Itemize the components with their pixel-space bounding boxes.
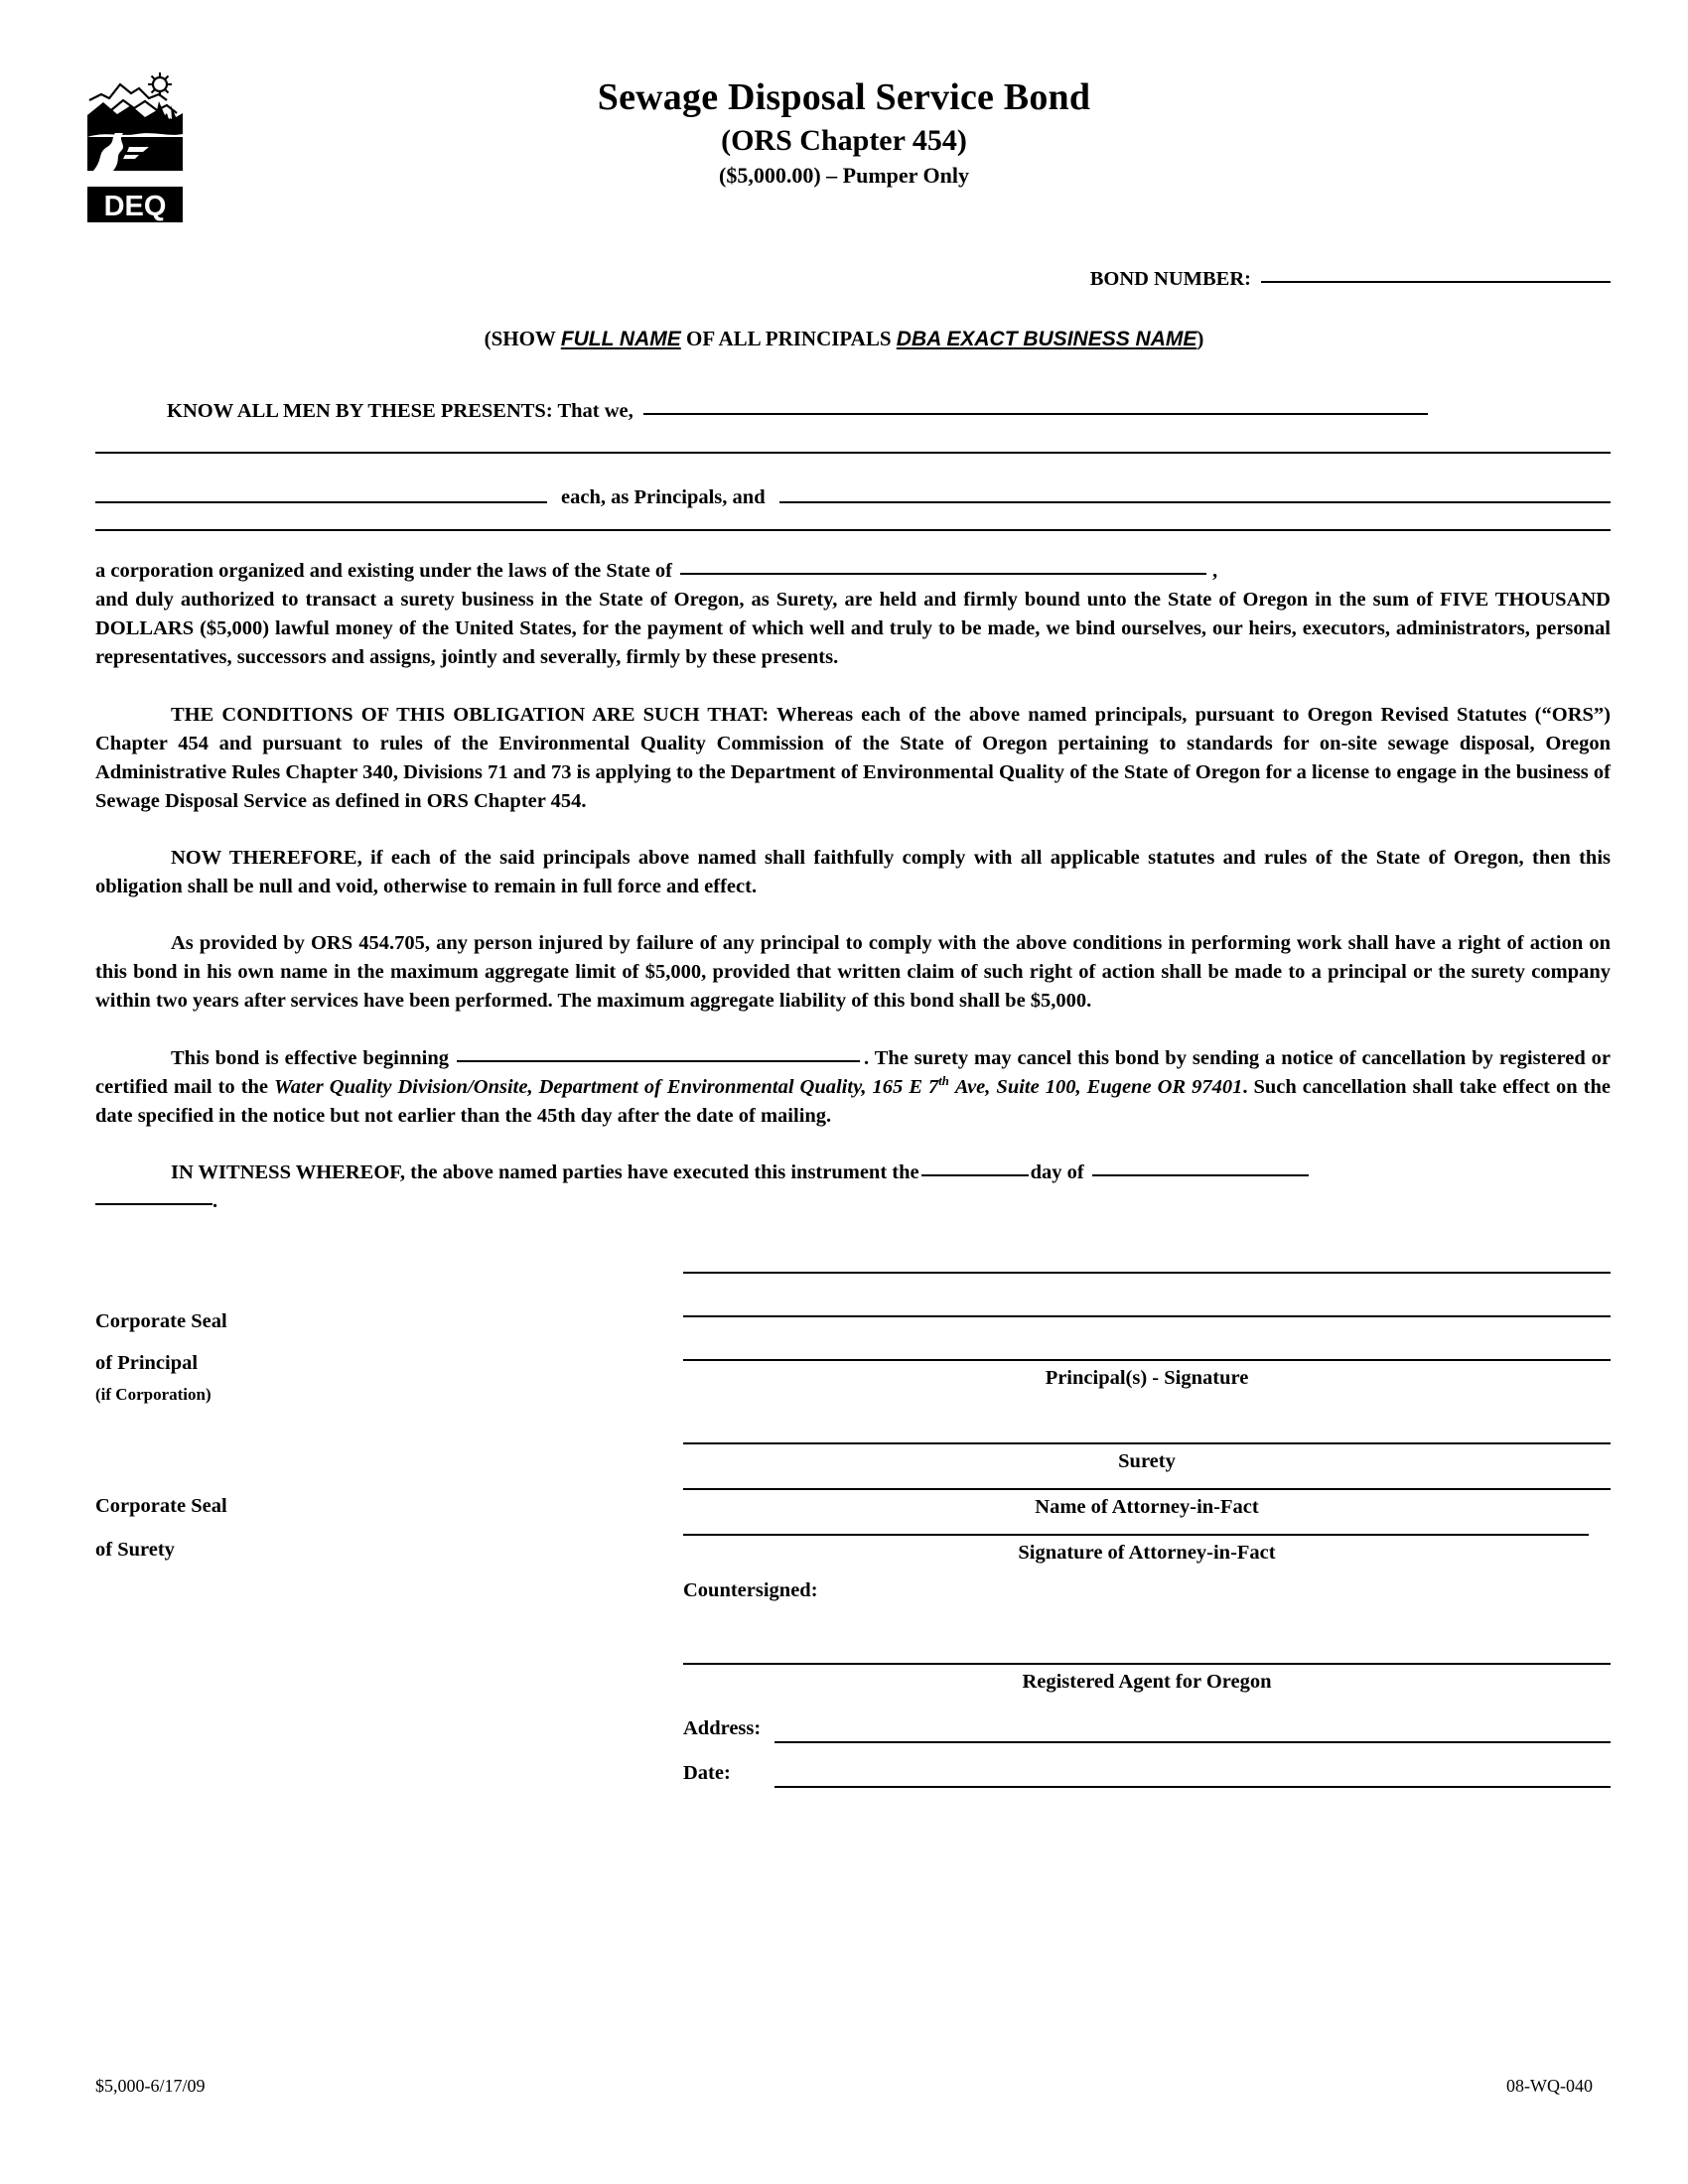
principal-signature-caption: Principal(s) - Signature	[1045, 1367, 1249, 1390]
in-witness-label: IN WITNESS WHEREOF, the above named parties have executed this instrument the	[171, 1160, 919, 1183]
agent-address-label: Address:	[683, 1716, 762, 1739]
footer-form-number: 08-WQ-040	[1506, 2076, 1593, 2096]
show-note-emph-full-name: FULL NAME	[560, 328, 681, 350]
principal-signature-lines	[683, 1272, 1611, 1393]
effective-date-label: This bond is effective beginning	[171, 1046, 450, 1069]
corporation-comma: ,	[1212, 560, 1218, 583]
witness-period: .	[212, 1189, 218, 1212]
page-subtitle-amount: ($5,000.00) – Pumper Only	[719, 163, 969, 189]
now-therefore-paragraph	[95, 844, 1611, 901]
bond-number-row	[0, 268, 1688, 291]
corporation-state-input[interactable]	[680, 573, 1206, 575]
surety-seal-label-1: Corporate Seal	[95, 1495, 227, 1518]
principal-seal-label-2: of Principal	[95, 1352, 199, 1375]
each-as-principals-label: each, as Principals, and	[561, 485, 766, 508]
cancellation-post: . Such cancellation shall take effect on the date specified in the notice but not earlier than the 45th day after the date of mailing.	[95, 1075, 1612, 1127]
footer-revision: $5,000-6/17/09	[95, 2076, 206, 2096]
surety-name-input-1[interactable]	[779, 479, 1611, 503]
effective-date-input[interactable]	[457, 1060, 860, 1062]
agent-address-row	[683, 1714, 1611, 1743]
surety-signature-lines	[683, 1442, 1611, 1568]
agent-date-row	[683, 1759, 1611, 1788]
document-body	[0, 397, 1688, 1788]
registered-agent-caption: Registered Agent for Oregon	[1022, 1670, 1272, 1693]
principal-name-input-3[interactable]	[95, 479, 547, 503]
corporation-state-label: a corporation organized and existing under the laws of the State of	[95, 560, 673, 583]
agent-address-input[interactable]	[774, 1721, 1611, 1743]
page-title: Sewage Disposal Service Bond	[597, 76, 1091, 118]
attorney-in-fact-name-caption: Name of Attorney-in-Fact	[1035, 1496, 1259, 1519]
surety-caption: Surety	[1118, 1450, 1176, 1473]
show-full-name-note	[0, 327, 1688, 351]
as-provided-text: As provided by ORS 454.705, any person injured by failure of any principal to comply with the above conditions in performing work shall have a right of action on this bond in his own name in the maximum aggregate limit of $5,000, provided that written claim of such right of action shall be made to a principal or the surety company within two years after services have been performed. The maximum aggregate liability of this bond shall be $5,000.	[95, 932, 1611, 1013]
surety-obligation-paragraph: and duly authorized to transact a surety business in the State of Oregon, as Surety, are held and firmly bound unto the State of Oregon in the sum of FIVE THOUSAND DOLLARS ($5,000) lawful money of the United States, for the payment of which well and truly to be made, we bind ourselves, our heirs, executors, administrators, personal representatives, successors and assigns, jointly and severally, firmly by these presents.	[95, 589, 1611, 669]
bond-number-input[interactable]	[1261, 281, 1611, 283]
as-provided-paragraph	[95, 929, 1611, 1016]
month-input[interactable]	[1092, 1174, 1309, 1176]
effective-after-blank: . The surety may cancel this bond by sending	[864, 1046, 1260, 1069]
principal-name-input-2[interactable]	[95, 452, 1611, 454]
principal-name-input-1[interactable]	[643, 413, 1428, 415]
show-note-suffix: )	[1196, 327, 1204, 350]
surety-name-input-2[interactable]	[95, 529, 1611, 531]
deq-address-ordinal: th	[938, 1073, 949, 1088]
principal-seal-label-3: (if Corporation)	[95, 1385, 211, 1405]
registered-agent-lines	[683, 1663, 1611, 1697]
that-we-label: That we,	[557, 400, 633, 422]
conditions-paragraph-text: THE CONDITIONS OF THIS OBLIGATION ARE SUCH THAT: Whereas each of the above named principals, pursuant to Oregon Revised Statutes (“ORS”) Chapter 454 and pursuant to rules of the Environmental Quality Commission of the State of Oregon pertaining to standards for on-site sewage disposal, Oregon Administrative Rules Chapter 340, Divisions 71 and 73 is applying to the Department of Environmental Quality of the State of Oregon for a license to engage in the business of Sewage Disposal Service as defined in ORS Chapter 454.	[95, 703, 1611, 812]
show-note-emph-dba: DBA EXACT BUSINESS NAME	[896, 328, 1197, 350]
title-block	[0, 77, 1688, 188]
show-note-mid: OF ALL PRINCIPALS	[680, 327, 897, 350]
now-therefore-text: NOW THEREFORE, if each of the said principals above named shall faithfully comply with all applicable statutes and rules of the State of Oregon, then this obligation shall be null and void, otherwise to remain in full force and effect.	[95, 846, 1611, 898]
surety-seal-label-2: of Surety	[95, 1539, 175, 1562]
show-note-prefix: (SHOW	[484, 327, 561, 350]
principal-signature-block	[95, 1272, 1611, 1405]
know-all-men-label: KNOW ALL MEN BY THESE PRESENTS:	[167, 400, 553, 422]
agent-date-label: Date:	[683, 1761, 731, 1784]
effective-date-paragraph	[95, 1044, 1611, 1131]
page-subtitle: (ORS Chapter 454)	[721, 124, 967, 158]
document-header	[0, 0, 1688, 222]
deq-address-line-2: Ave, Suite 100, Eugene OR 97401	[954, 1075, 1243, 1098]
day-of-label: day of	[1030, 1160, 1084, 1183]
bond-number-label: BOND NUMBER:	[1089, 268, 1251, 290]
in-witness-paragraph	[95, 1159, 1611, 1216]
agent-date-input[interactable]	[774, 1766, 1611, 1788]
corporation-state-line	[95, 557, 1611, 586]
deq-wordmark-text: DEQ	[103, 191, 167, 222]
countersigned-label: Countersigned:	[683, 1578, 818, 1601]
know-all-men-line	[95, 397, 1611, 426]
signature-area	[95, 1272, 1611, 1788]
conditions-paragraph	[95, 701, 1611, 816]
day-input[interactable]	[921, 1174, 1029, 1176]
year-input[interactable]	[95, 1203, 212, 1205]
attorney-in-fact-signature-caption: Signature of Attorney-in-Fact	[1018, 1542, 1276, 1565]
principal-seal-label-1: Corporate Seal	[95, 1310, 227, 1333]
surety-signature-block	[95, 1442, 1611, 1788]
document-footer	[95, 2076, 1593, 2097]
deq-wordmark	[87, 187, 197, 222]
principals-line	[95, 479, 1611, 508]
cancellation-pre: a notice of cancellation by registered or certified mail to the	[95, 1046, 1612, 1098]
deq-address-line-1: Water Quality Division/Onsite, Department of Environmental Quality, 165 E 7	[274, 1075, 939, 1098]
